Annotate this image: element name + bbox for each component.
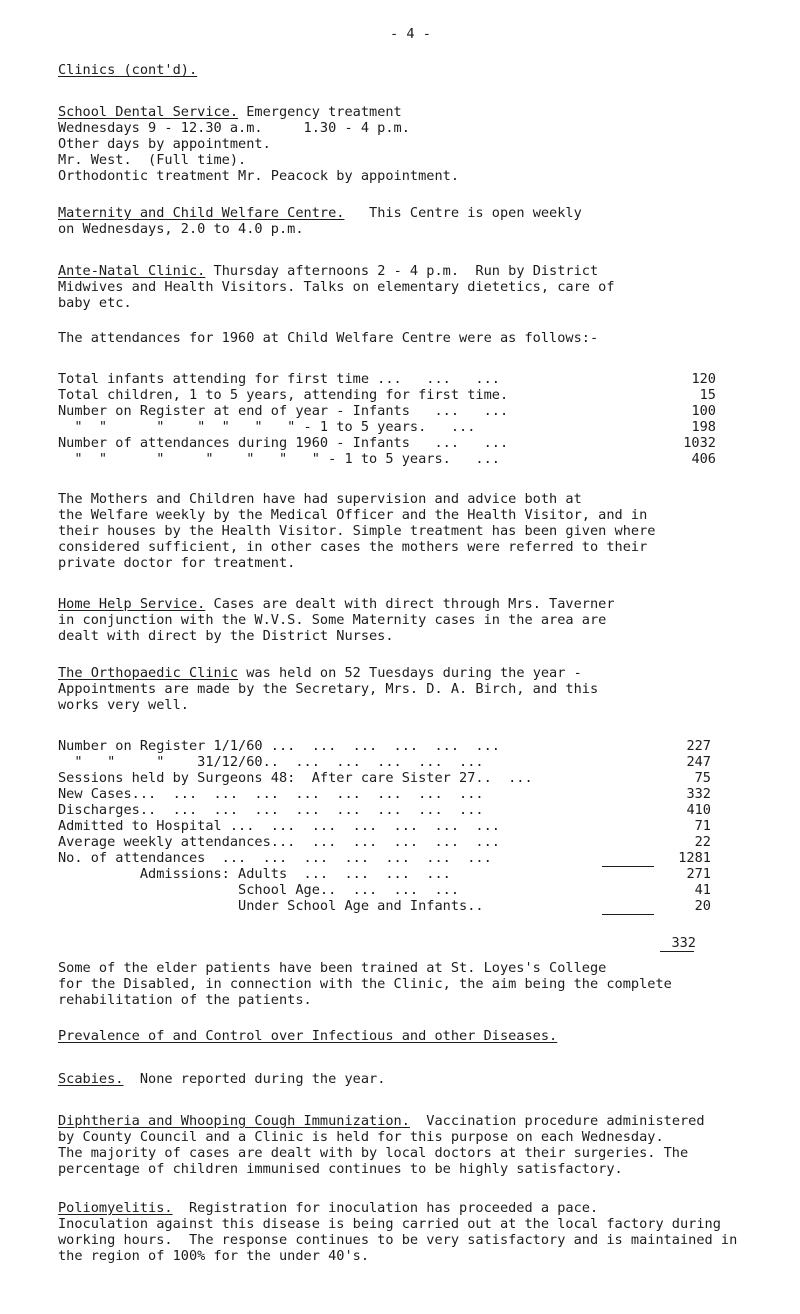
ortho-row-value: 332 (686, 786, 711, 802)
welfare-row-value: 1032 (683, 435, 716, 451)
welfare-row-label: " " " " " " " - 1 to 5 years. ... (58, 451, 500, 467)
supervision-line: private doctor for treatment. (58, 555, 296, 571)
home-help-line-2: in conjunction with the W.V.S. Some Maternity cases in the area are (58, 612, 607, 628)
home-help-heading: Home Help Service. (58, 596, 206, 612)
ortho-row-label: Under School Age and Infants.. (58, 898, 484, 914)
ortho-row-label: School Age.. ... ... ... (58, 882, 460, 898)
polio-line-3: working hours. The response continues to be very satisfactory and is maintained in (58, 1232, 738, 1248)
scabies-heading: Scabies. (58, 1071, 124, 1087)
ortho-row-value: 247 (686, 754, 711, 770)
maternity-heading: Maternity and Child Welfare Centre. (58, 205, 345, 221)
antenatal-line-3: baby etc. (58, 295, 132, 311)
maternity-line-1: Maternity and Child Welfare Centre. This Centre is open weekly (58, 205, 582, 221)
dental-heading: School Dental Service. (58, 104, 239, 120)
welfare-row-value: 100 (691, 403, 716, 419)
ortho-row-value: 41 (694, 882, 711, 898)
dental-line-4: Mr. West. (Full time). (58, 152, 247, 168)
ortho-line-2: Appointments are made by the Secretary, Mrs. D. A. Birch, and this (58, 681, 599, 697)
diphtheria-line-1: Diphtheria and Whooping Cough Immunization. Vaccination procedure administered (58, 1113, 705, 1129)
page-number: - 4 - (390, 26, 431, 42)
welfare-row-value: 120 (691, 371, 716, 387)
antenatal-line-2: Midwives and Health Visitors. Talks on elementary dietetics, care of (58, 279, 615, 295)
prevalence-heading: Prevalence of and Control over Infectious and other Diseases. (58, 1028, 558, 1044)
diphtheria-heading: Diphtheria and Whooping Cough Immunization. (58, 1113, 410, 1129)
ortho-row-label: " " " 31/12/60.. ... ... ... ... ... (58, 754, 484, 770)
supervision-line: The Mothers and Children have had supervision and advice both at (58, 491, 582, 507)
ortho-row-label: Discharges.. ... ... ... ... ... ... ... ... (58, 802, 484, 818)
polio-line-2: Inoculation against this disease is being carried out at the local factory during (58, 1216, 721, 1232)
welfare-row-label: Total infants attending for first time ... ... ... (58, 371, 500, 387)
loyes-line: for the Disabled, in connection with the Clinic, the aim being the complete (58, 976, 672, 992)
ortho-row-label: Sessions held by Surgeons 48: After care Sister 27.. ... (58, 770, 533, 786)
dental-line-3: Other days by appointment. (58, 136, 271, 152)
loyes-line: Some of the elder patients have been trained at St. Loyes's College (58, 960, 607, 976)
polio-heading: Poliomyelitis. (58, 1200, 173, 1216)
scabies-line: Scabies. None reported during the year. (58, 1071, 386, 1087)
dental-line-2: Wednesdays 9 - 12.30 a.m. 1.30 - 4 p.m. (58, 120, 410, 136)
ortho-row-label: New Cases... ... ... ... ... ... ... ... ... (58, 786, 484, 802)
supervision-line: considered sufficient, in other cases the mothers were referred to their (58, 539, 648, 555)
welfare-row-label: Number on Register at end of year - Infants ... ... (58, 403, 509, 419)
welfare-row-label: Number of attendances during 1960 - Infants ... ... (58, 435, 509, 451)
supervision-line: the Welfare weekly by the Medical Officer and the Health Visitor, and in (58, 507, 648, 523)
welfare-row-label: Total children, 1 to 5 years, attending for first time. (58, 387, 509, 403)
welfare-row-value: 15 (699, 387, 716, 403)
antenatal-heading: Ante-Natal Clinic. (58, 263, 206, 279)
dental-line-1: School Dental Service. Emergency treatment (58, 104, 402, 120)
antenatal-line-1: Ante-Natal Clinic. Thursday afternoons 2 - 4 p.m. Run by District (58, 263, 599, 279)
welfare-row-label: " " " " " " " - 1 to 5 years. ... (58, 419, 476, 435)
loyes-line: rehabilitation of the patients. (58, 992, 312, 1008)
ortho-line-3: works very well. (58, 697, 189, 713)
ortho-row-label: Admissions: Adults ... ... ... ... (58, 866, 451, 882)
ortho-heading: The Orthopaedic Clinic (58, 665, 239, 681)
rule-under-infants (602, 914, 654, 915)
ortho-row-value: 22 (694, 834, 711, 850)
ortho-row-label: Average weekly attendances... ... ... ... ... ... (58, 834, 500, 850)
clinics-heading: Clinics (cont'd). (58, 62, 198, 78)
maternity-line-2: on Wednesdays, 2.0 to 4.0 p.m. (58, 221, 304, 237)
rule-under-attendances (602, 866, 654, 867)
supervision-line: their houses by the Health Visitor. Simple treatment has been given where (58, 523, 656, 539)
dental-line-5: Orthodontic treatment Mr. Peacock by appointment. (58, 168, 460, 184)
ortho-row-value: 227 (686, 738, 711, 754)
welfare-row-value: 406 (691, 451, 716, 467)
attendances-intro: The attendances for 1960 at Child Welfare Centre were as follows:- (58, 330, 599, 346)
rule-under-total (660, 951, 694, 952)
polio-line-1: Poliomyelitis. Registration for inoculation has proceeded a pace. (58, 1200, 599, 1216)
ortho-row-label: Number on Register 1/1/60 ... ... ... ... ... ... (58, 738, 500, 754)
ortho-row-value: 20 (694, 898, 711, 914)
ortho-line-1: The Orthopaedic Clinic was held on 52 Tuesdays during the year - (58, 665, 582, 681)
ortho-row-value: 271 (686, 866, 711, 882)
ortho-row-value: 71 (694, 818, 711, 834)
home-help-line-3: dealt with direct by the District Nurses. (58, 628, 394, 644)
ortho-row-label: Admitted to Hospital ... ... ... ... ... ... ... (58, 818, 500, 834)
home-help-line-1: Home Help Service. Cases are dealt with direct through Mrs. Taverner (58, 596, 615, 612)
ortho-row-value: 1281 (678, 850, 711, 866)
ortho-row-label: No. of attendances ... ... ... ... ... ... ... (58, 850, 492, 866)
polio-line-4: the region of 100% for the under 40's. (58, 1248, 369, 1264)
diphtheria-line-4: percentage of children immunised continues to be highly satisfactory. (58, 1161, 623, 1177)
welfare-row-value: 198 (691, 419, 716, 435)
ortho-row-value: 410 (686, 802, 711, 818)
ortho-row-value: 75 (694, 770, 711, 786)
diphtheria-line-3: The majority of cases are dealt with by local doctors at their surgeries. The (58, 1145, 689, 1161)
admissions-total: 332 (671, 935, 696, 951)
diphtheria-line-2: by County Council and a Clinic is held for this purpose on each Wednesday. (58, 1129, 664, 1145)
